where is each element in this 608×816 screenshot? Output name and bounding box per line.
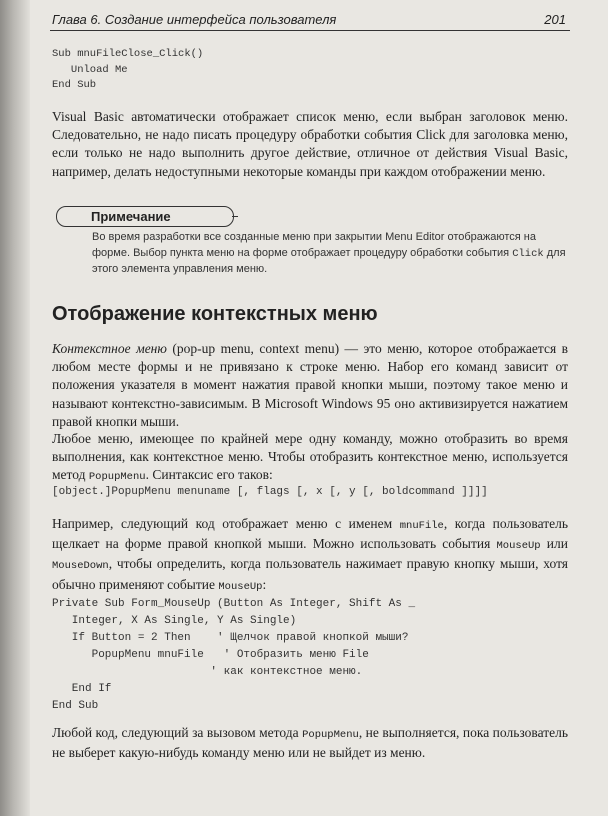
paragraph-menu-autodisplay: Visual Basic автоматически отображает список меню, если выбран заголовок меню. Следовательно, не надо писать процедуру обработки события Click для заголовка меню, если только не надо выполнить другое действие, отличное от действия Visual Basic, например, делать недоступными некоторые команды при каждом отображении меню. xyxy=(52,109,568,179)
para5-code: PopupMenu xyxy=(302,729,359,741)
para4-c: или xyxy=(540,536,568,552)
running-header xyxy=(50,10,570,31)
paragraph-popupmenu-method xyxy=(52,430,568,487)
para4-code4: MouseUp xyxy=(218,580,263,593)
book-page xyxy=(50,0,570,816)
note-label-box xyxy=(56,206,234,227)
popupmenu-syntax: [object.]PopupMenu menuname [, flags [, x [, y [, boldcommand ]]]] xyxy=(52,486,488,498)
para3-b: . Синтаксис его таков: xyxy=(145,467,273,483)
code-block-mouseup: Private Sub Form_MouseUp (Button As Integer, Shift As _ Integer, X As Single, Y As Single) If Button = 2 Then ' Щелчок правой кнопкой мыши? PopupMenu mnuFile ' Отобразить меню File ' как контекстное меню. End If End Sub xyxy=(52,598,416,712)
para4-code1: mnuFile xyxy=(399,520,444,532)
para4-b: , когда пользователь щелкает на форме правой кнопкой мыши. Можно использовать события xyxy=(52,516,568,552)
para4-a: Например, следующий код отображает меню с именем xyxy=(52,516,400,531)
para3-code: PopupMenu xyxy=(88,471,146,484)
para4-code3: MouseDown xyxy=(52,560,109,573)
note-code: Click xyxy=(512,247,544,260)
para2-rest: (pop-up menu, context menu) — это меню, которое отображается в любом месте формы и не привязано к строке меню. Набор его команд зависит от положения указателя в момент нажатия правой кнопки мыши, поэтому такое меню и называют контекстно-зависимым. В Microsoft Windows 95 оно активизируется нажатием правой кнопки мыши. xyxy=(52,341,568,429)
para4-code2: MouseUp xyxy=(496,540,541,553)
page-number: 201 xyxy=(544,12,566,27)
paragraph-context-menu-definition xyxy=(52,340,568,431)
para3-a: Любое меню, имеющее по крайней мере одну команду, можно отобразить во время выполнения, как контекстное меню. Чтобы отобразить контекстное меню, используется метод xyxy=(52,431,568,483)
paragraph-example-intro xyxy=(52,515,568,596)
page-gutter-shadow xyxy=(0,0,30,816)
para5-a: Любой код, следующий за вызовом метода xyxy=(52,725,303,740)
paragraph-code-after-popup xyxy=(52,724,568,762)
note-text-b: для этого элемента управления меню. xyxy=(92,246,566,275)
note-text xyxy=(92,230,566,278)
code-block-file-close: Sub mnuFileClose_Click() Unload Me End Sub xyxy=(52,48,204,91)
para4-d: , чтобы определить, когда пользователь нажимает правую кнопку мыши, хотя обычно применяют событие xyxy=(52,556,568,592)
section-heading: Отображение контекстных меню xyxy=(52,303,378,325)
term-context-menu: Контекстное меню xyxy=(52,341,167,356)
note-divider xyxy=(232,216,238,217)
para4-e: : xyxy=(262,576,267,592)
note-label: Примечание xyxy=(91,209,171,224)
chapter-title: Глава 6. Создание интерфейса пользователя xyxy=(52,12,337,27)
para5-b: , не выполняется, пока пользователь не выберет какую-нибудь команду меню или не выйдет из меню. xyxy=(52,725,568,761)
note-text-a: Во время разработки все созданные меню при закрытии Menu Editor отображаются на форме. Выбор пункта меню на форме отображает процедуру обработки события xyxy=(92,231,536,259)
